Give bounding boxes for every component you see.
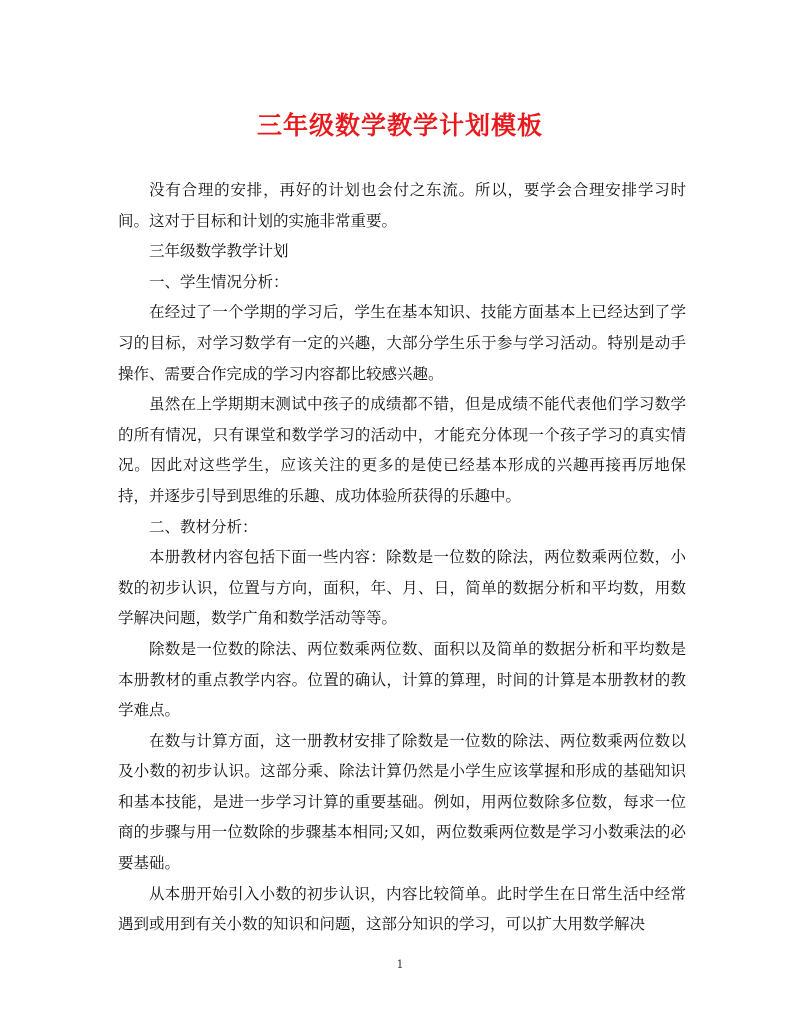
paragraph-student-analysis-1: 在经过了一个学期的学习后，学生在基本知识、技能方面基本上已经达到了学习的目标，对学习数学有一定的兴趣，大部分学生乐于参与学习活动。特别是动手操作、需要合作完成的学习内容都比较感兴趣。 — [118, 303, 686, 383]
document-body — [118, 175, 686, 940]
paragraph-heading-plan: 三年级数学教学计划 — [149, 242, 289, 261]
section-heading-textbook-analysis: 二、教材分析： — [149, 517, 258, 536]
document-title: 三年级数学教学计划模板 — [256, 111, 543, 140]
paragraph-key-points: 除数是一位数的除法、两位数乘两位数、面积以及简单的数据分析和平均数是本册教材的重点教学内容。位置的确认，计算的算理，时间的计算是本册教材的教学难点。 — [118, 639, 686, 720]
section-heading-student-analysis: 一、学生情况分析： — [149, 272, 289, 291]
paragraph-number-calculation: 在数与计算方面，这一册教材安排了除数是一位数的除法、两位数乘两位数以及小数的初步认识。这部分乘、除法计算仍然是小学生应该掌握和形成的基础知识和基本技能，是进一步学习计算的重要基础。例如，用两位数除多位数，每求一位商的步骤与用一位数除的步骤基本相同;又如，两位数乘两位数是学习小数乘法的必要基础。 — [118, 731, 686, 873]
paragraph-textbook-content: 本册教材内容包括下面一些内容：除数是一位数的除法，两位数乘两位数，小数的初步认识，位置与方向，面积，年、月、日，简单的数据分析和平均数，用数学解决问题，数学广角和数学活动等等。 — [118, 548, 686, 628]
paragraph-student-analysis-2: 虽然在上学期期末测试中孩子的成绩都不错，但是成绩不能代表他们学习数学的所有情况，只有课堂和数学学习的活动中，才能充分体现一个孩子学习的真实情况。因此对这些学生，应该关注的更多的是使已经基本形成的兴趣再接再厉地保持，并逐步引导到思维的乐趣、成功体验所获得的乐趣中。 — [118, 395, 686, 505]
page-number: 1 — [396, 958, 404, 971]
paragraph-intro: 没有合理的安排，再好的计划也会付之东流。所以，要学会合理安排学习时间。这对于目标和计划的实施非常重要。 — [118, 181, 686, 230]
paragraph-decimals-intro: 从本册开始引入小数的初步认识，内容比较简单。此时学生在日常生活中经常遇到或用到有关小数的知识和问题，这部分知识的学习，可以扩大用数学解决 — [118, 884, 686, 934]
